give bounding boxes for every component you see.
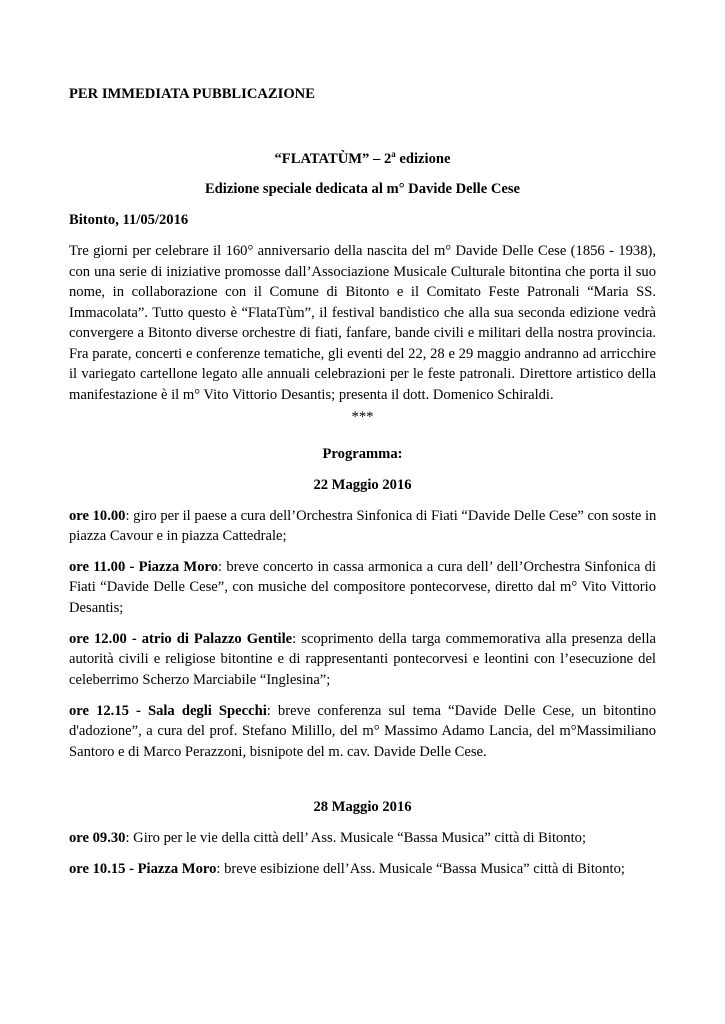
schedule-time-label: ore 11.00 - Piazza Moro (69, 559, 219, 575)
schedule-item-line: celeberrimo Scherzo Marciabile “Inglesina”; (69, 672, 331, 688)
schedule-text: : scoprimento della targa commemorativa alla presenza della (292, 631, 656, 647)
schedule-item-line: Santoro e di Marco Perazzoni, bisnipote del m. cav. Davide Delle Cese. (69, 744, 487, 760)
intro-line: Immacolata”. Tutto questo è “FlataTùm”, il festival bandistico che alla sua seconda edizione vedrà (69, 305, 656, 321)
intro-line: manifestazione è il m° Vito Vittorio Desantis; presenta il dott. Domenico Schiraldi. (69, 387, 554, 403)
schedule-item-line: Desantis; (69, 600, 124, 616)
title-prefix: “FLATATÙM” – 2 (274, 151, 392, 167)
schedule-item-line (69, 701, 656, 721)
schedule-item-line: Fiati “Davide Delle Cese”, con musiche del compositore pontecorvese, diretto dal m° Vito Vittorio (69, 579, 656, 595)
schedule-item-line (69, 859, 656, 879)
day-heading-28-may: 28 Maggio 2016 (313, 799, 412, 815)
schedule-text: : breve conferenza sul tema “Davide Delle Cese, un bitontino (266, 703, 656, 719)
program-heading: Programma: (322, 446, 403, 462)
schedule-time-label: ore 09.30 (69, 830, 126, 846)
dateline: Bitonto, 11/05/2016 (69, 212, 189, 228)
intro-line: Fra parate, concerti e conferenze tematiche, gli eventi del 22, 28 e 29 maggio andranno ad arricchire (69, 346, 656, 362)
schedule-item-line (69, 828, 656, 848)
intro-line: nome, in collaborazione con il Comune di Bitonto e il Comitato Feste Patronali “Maria SS. (69, 284, 656, 300)
schedule-item-line (69, 629, 656, 649)
schedule-time-label: ore 10.15 - Piazza Moro (69, 861, 217, 877)
schedule-text: : breve esibizione dell’Ass. Musicale “Bassa Musica” città di Bitonto; (216, 861, 625, 877)
schedule-time-label: ore 12.15 - Sala degli Specchi (69, 703, 267, 719)
schedule-item-line: piazza Cavour e in piazza Cattedrale; (69, 528, 287, 544)
schedule-item-line: autorità civili e religiose bitontine e di rappresentanti pontecorvesi e leontini con l’esecuzione del (69, 651, 656, 667)
schedule-item-line (69, 506, 656, 526)
release-tag: PER IMMEDIATA PUBBLICAZIONE (69, 86, 315, 102)
intro-line: il variegato cartellone legato alle annuali celebrazioni per le feste patronali. Direttore artistico della (69, 366, 656, 382)
schedule-text: : Giro per le vie della città dell’ Ass. Musicale “Bassa Musica” città di Bitonto; (125, 830, 587, 846)
document-title (69, 149, 656, 169)
schedule-time-label: ore 10.00 (69, 508, 126, 524)
intro-line: convergere a Bitonto diverse orchestre di fiati, fanfare, bande civili e militari della nostra provincia. (69, 325, 656, 341)
schedule-time-label: ore 12.00 - atrio di Palazzo Gentile (69, 631, 293, 647)
schedule-item-line: d'adozione”, a cura del prof. Stefano Milillo, del m° Massimo Adamo Lancia, del m°Massimiliano (69, 723, 656, 739)
document-subtitle: Edizione speciale dedicata al m° Davide Delle Cese (204, 181, 521, 197)
schedule-text: : breve concerto in cassa armonica a cura dell’ dell’Orchestra Sinfonica di (218, 559, 656, 575)
intro-line: con una serie di iniziative promosse dall’Associazione Musicale Culturale bitontina che porta il suo (69, 264, 656, 280)
schedule-text: : giro per il paese a cura dell’Orchestra Sinfonica di Fiati “Davide Delle Cese” con soste in (125, 508, 657, 524)
intro-line: Tre giorni per celebrare il 160° anniversario della nascita del m° Davide Delle Cese (1856 - 1938), (69, 243, 656, 259)
schedule-item-line (69, 557, 656, 577)
day-heading-22-may: 22 Maggio 2016 (313, 477, 412, 493)
section-separator: *** (351, 409, 374, 425)
title-superscript: a (391, 149, 396, 160)
title-suffix: edizione (395, 151, 451, 167)
